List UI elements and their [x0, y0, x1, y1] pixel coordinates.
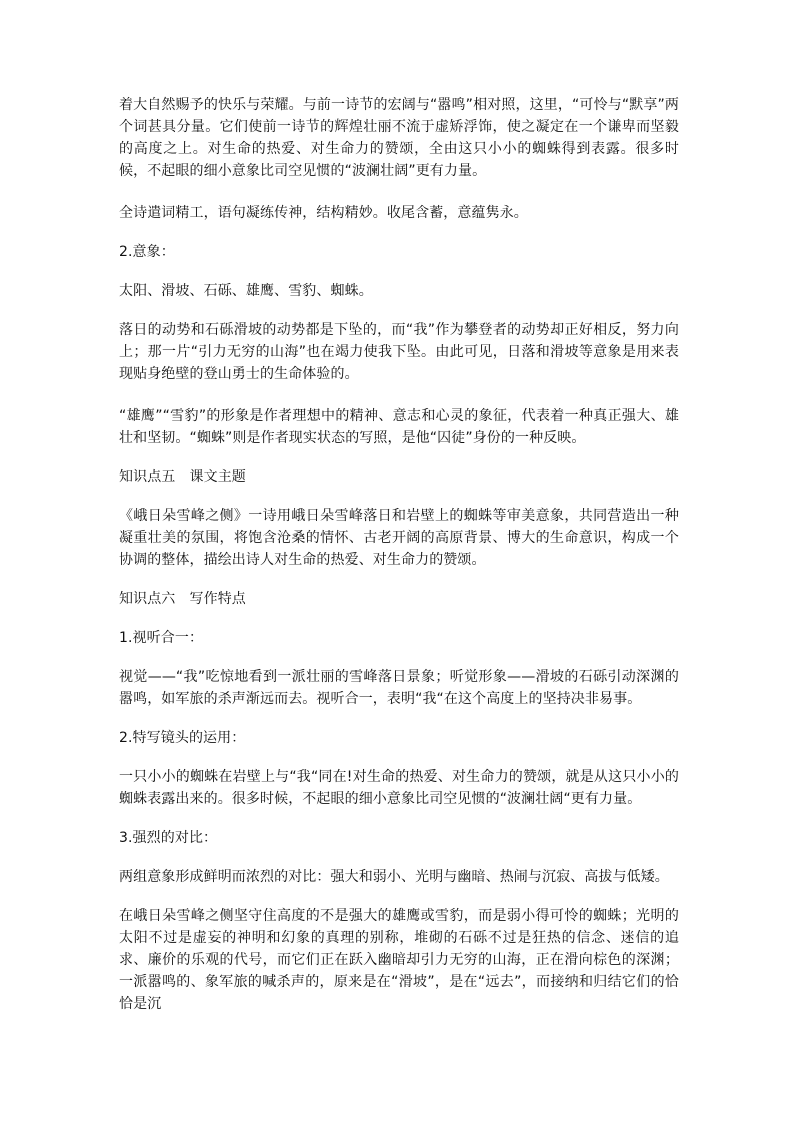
paragraph-theme: 《峨日朵雪峰之侧》一诗用峨日朵雪峰落日和岩壁上的蜘蛛等审美意象，共同营造出一种凝重壮美的氛围，将饱含沧桑的情怀、古老开阔的高原背景、博大的生命意识，构成一个协调的整体，描绘出诗人对生命的热爱、对生命力的赞颂。: [119, 508, 679, 568]
paragraph-poem-analysis-end: 着大自然赐予的快乐与荣耀。与前一诗节的宏阔与“嚣鸣”相对照，这里，“可怜与“默享”两个词甚具分量。它们使前一诗节的辉煌壮丽不流于虚矫浮饰，使之凝定在一个谦卑而坚毅的高度之上。对生命的热爱、对生命力的赞颂，全由这只小小的蜘蛛得到表露。很多时候，不起眼的细小意象比司空见惯的“波澜壮阔”更有力量。: [119, 97, 679, 179]
paragraph-close-up: 一只小小的蜘蛛在岩壁上与“我“同在!对生命的热爱、对生命力的赞颂，就是从这只小小的蜘蛛表露出来的。很多时候，不起眼的细小意象比司空见惯的“波澜壮阔“更有力量。: [119, 769, 679, 807]
heading-audio-visual: 1.视听合一：: [119, 630, 204, 646]
heading-contrast: 3.强烈的对比：: [119, 830, 218, 846]
heading-imagery: 2.意象：: [119, 244, 175, 260]
heading-knowledge-point-6: 知识点六 写作特点: [119, 591, 246, 607]
heading-knowledge-point-5: 知识点五 课文主题: [119, 469, 246, 485]
paragraph-audio-visual: 视觉——“我”吃惊地看到一派壮丽的雪峰落日景象；听觉形象——滑坡的石砾引动深渊的嚣鸣，如军旅的杀声渐远而去。视听合一，表明“我“在这个高度上的坚持决非易事。: [119, 669, 679, 707]
paragraph-contrast-summary: 两组意象形成鲜明而浓烈的对比：强大和弱小、光明与幽暗、热闹与沉寂、高拔与低矮。: [119, 869, 669, 885]
paragraph-sunset-landslide: 落日的动势和石砾滑坡的动势都是下坠的，而“我”作为攀登者的动势却正好相反，努力向上；那一片“引力无穷的山海”也在竭力使我下坠。由此可见，日落和滑坡等意象是用来表现贴身绝壁的登山勇士的生命体验的。: [119, 322, 679, 382]
document-page: [119, 94, 679, 1015]
paragraph-contrast-detail: 在峨日朵雪峰之侧坚守住高度的不是强大的雄鹰或雪豹，而是弱小得可怜的蜘蛛；光明的太阳不过是虚妄的神明和幻象的真理的别称，堆砌的石砾不过是狂热的信念、迷信的追求、廉价的乐观的代号，而它们正在跃入幽暗却引力无穷的山海，正在滑向棕色的深渊；一派嚣鸣的、象军旅的喊杀声的，原来是在“滑坡”，是在“远去”，而接纳和归结它们的恰恰是沉: [119, 908, 679, 1012]
paragraph-imagery-list: 太阳、滑坡、石砾、雄鹰、雪豹、蜘蛛。: [119, 283, 373, 299]
paragraph-eagle-leopard-spider: “雄鹰”“雪豹”的形象是作者理想中的精神、意志和心灵的象征，代表着一种真正强大、雄壮和坚韧。“蜘蛛”则是作者现实状态的写照，是他“囚徒”身份的一种反映。: [119, 408, 679, 446]
paragraph-language-summary: 全诗遣词精工，语句凝练传神，结构精妙。收尾含蓄，意蕴隽永。: [119, 205, 528, 221]
heading-close-up: 2.特写镜头的运用：: [119, 730, 246, 746]
